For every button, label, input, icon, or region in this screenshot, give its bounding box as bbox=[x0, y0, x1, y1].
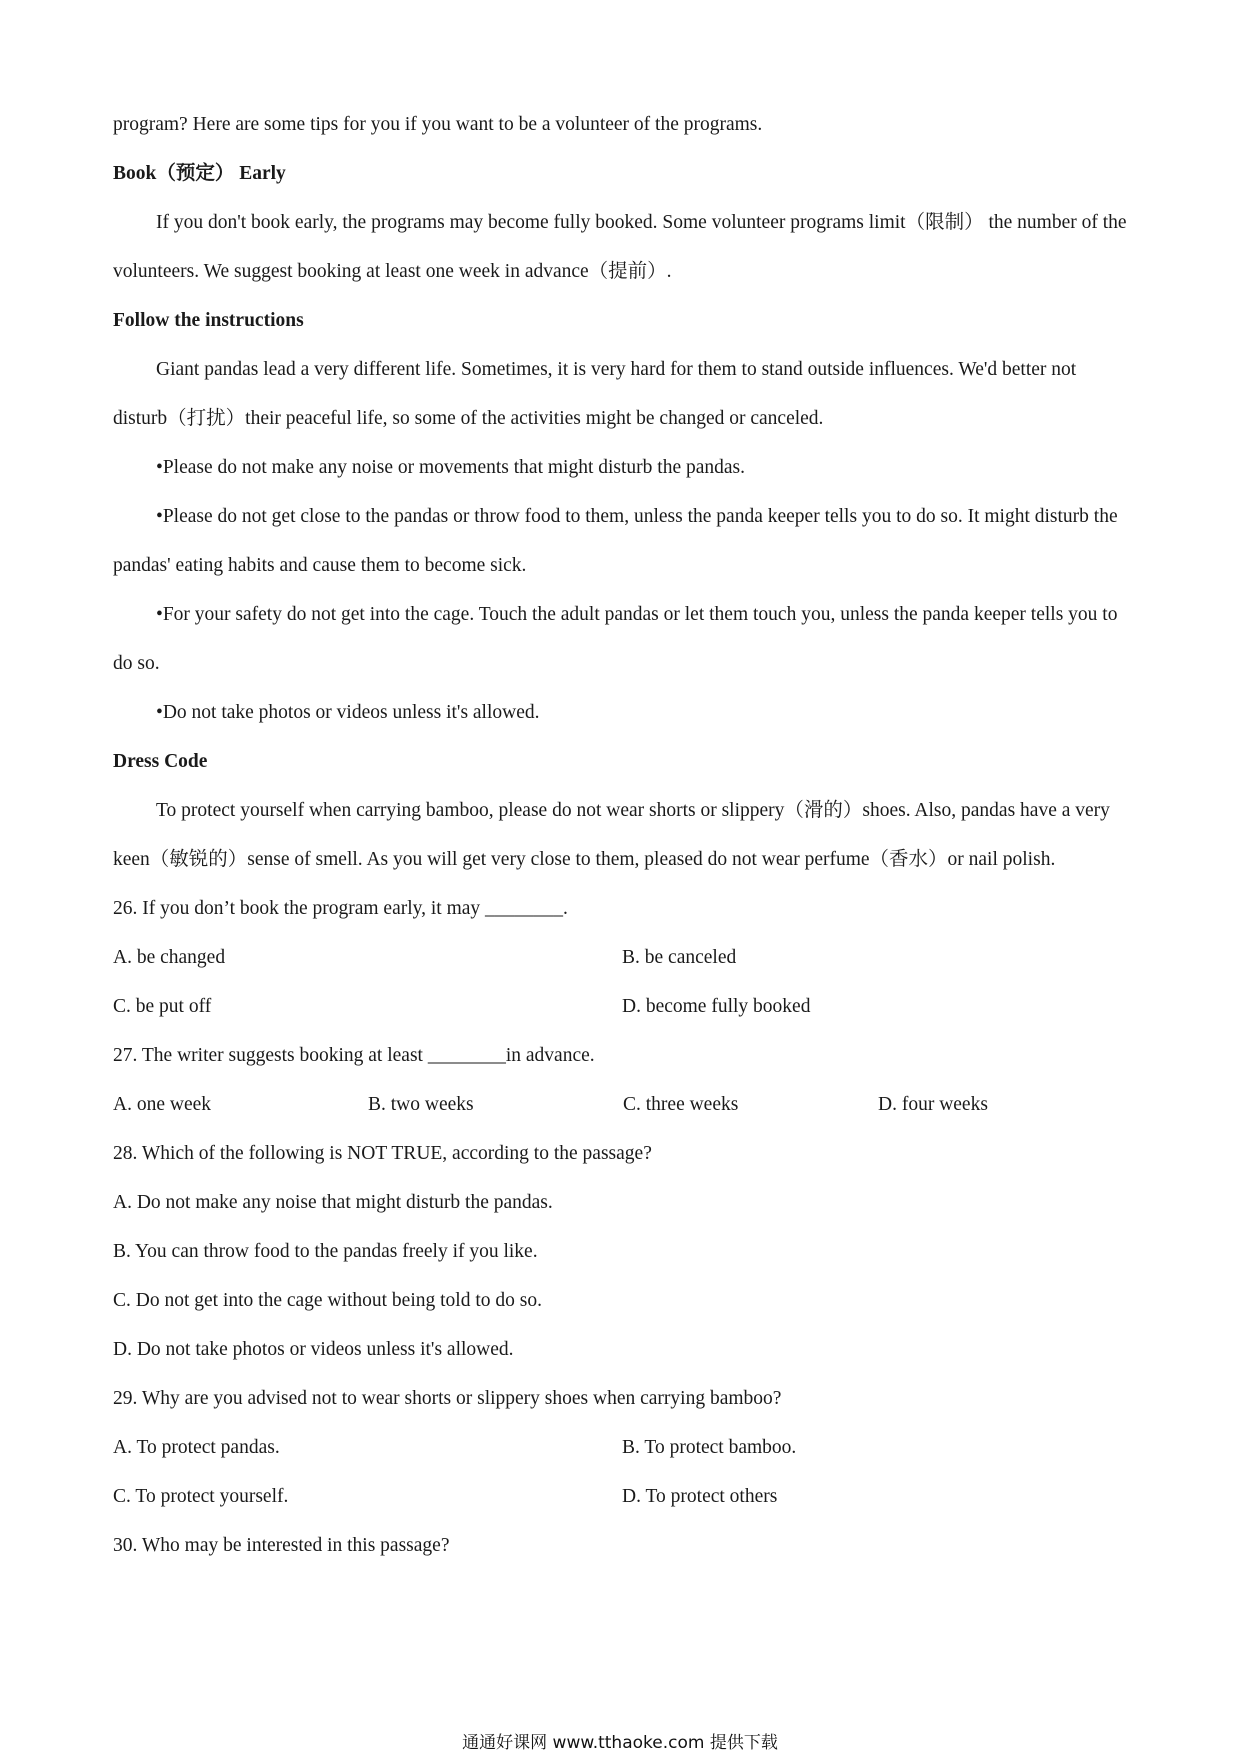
intro-line: program? Here are some tips for you if you want to be a volunteer of the programs. bbox=[113, 114, 763, 135]
section-heading-instructions: Follow the instructions bbox=[113, 310, 304, 331]
option-b: B. You can throw food to the pandas freely if you like. bbox=[113, 1241, 538, 1262]
option-c: C. Do not get into the cage without being told to do so. bbox=[113, 1290, 542, 1311]
option-c: C. To protect yourself. bbox=[113, 1486, 289, 1507]
bullet-item: •Please do not make any noise or movements that might disturb the pandas. bbox=[156, 457, 746, 478]
option-d: D. become fully booked bbox=[622, 996, 811, 1017]
section-heading-book: Book（预定） Early bbox=[113, 163, 286, 184]
options-row bbox=[113, 982, 1133, 1031]
question-26: 26. If you don’t book the program early, it may ________. bbox=[113, 898, 568, 919]
options-row bbox=[113, 1472, 1133, 1521]
question-28: 28. Which of the following is NOT TRUE, according to the passage? bbox=[113, 1143, 652, 1164]
option-c: C. three weeks bbox=[623, 1094, 739, 1115]
option-a: A. one week bbox=[113, 1094, 212, 1115]
option-b: B. To protect bamboo. bbox=[622, 1437, 797, 1458]
question-29: 29. Why are you advised not to wear shorts or slippery shoes when carrying bamboo? bbox=[113, 1388, 782, 1409]
bullet-item: •For your safety do not get into the cage. Touch the adult pandas or let them touch you, unless the panda keeper tells you to do so. bbox=[113, 604, 1118, 674]
option-a: A. be changed bbox=[113, 947, 226, 968]
paragraph-dress: To protect yourself when carrying bamboo, please do not wear shorts or slippery（滑的）shoes. Also, pandas have a very keen（敏锐的）sense of smell. As you will get very close to them, pleased do not wear perfume（香水）or nail polish. bbox=[113, 800, 1110, 870]
page-footer: 通通好课网 www.tthaoke.com 提供下载 bbox=[462, 1733, 778, 1753]
paragraph-book: If you don't book early, the programs may become fully booked. Some volunteer programs limit（限制） the number of the volunteers. We suggest booking at least one week in advance（提前）. bbox=[113, 212, 1127, 282]
options-row bbox=[113, 1080, 1133, 1129]
bullet-item: •Do not take photos or videos unless it's allowed. bbox=[156, 702, 540, 723]
option-d: D. Do not take photos or videos unless it's allowed. bbox=[113, 1339, 514, 1360]
paragraph-instructions: Giant pandas lead a very different life. Sometimes, it is very hard for them to stand outside influences. We'd better not disturb（打扰）their peaceful life, so some of the activities might be changed or canceled. bbox=[113, 359, 1077, 429]
option-d: D. four weeks bbox=[878, 1094, 988, 1115]
document-page bbox=[113, 100, 1133, 1570]
option-a: A. To protect pandas. bbox=[113, 1437, 280, 1458]
options-row bbox=[113, 933, 1133, 982]
option-c: C. be put off bbox=[113, 996, 212, 1017]
section-heading-dress: Dress Code bbox=[113, 751, 208, 772]
bullet-item: •Please do not get close to the pandas or throw food to them, unless the panda keeper tells you to do so. It might disturb the pandas' eating habits and cause them to become sick. bbox=[113, 506, 1118, 576]
option-b: B. two weeks bbox=[368, 1094, 474, 1115]
question-27: 27. The writer suggests booking at least ________in advance. bbox=[113, 1045, 595, 1066]
options-row bbox=[113, 1423, 1133, 1472]
option-b: B. be canceled bbox=[622, 947, 737, 968]
question-30: 30. Who may be interested in this passage? bbox=[113, 1535, 450, 1556]
option-d: D. To protect others bbox=[622, 1486, 778, 1507]
option-a: A. Do not make any noise that might disturb the pandas. bbox=[113, 1192, 553, 1213]
